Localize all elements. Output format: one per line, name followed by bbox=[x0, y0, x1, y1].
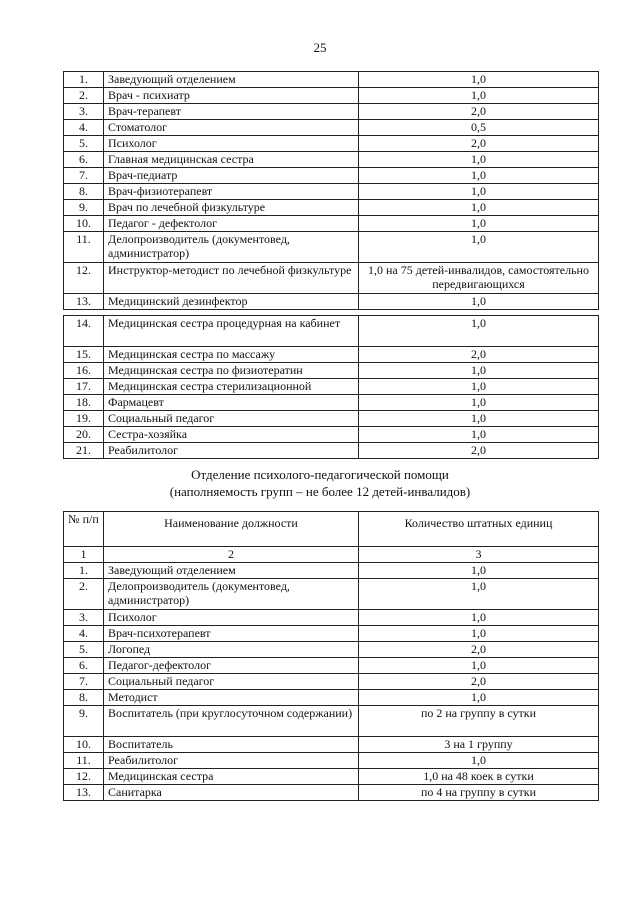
row-number: 4. bbox=[64, 120, 104, 136]
table-row bbox=[64, 104, 599, 120]
table-row bbox=[64, 363, 599, 379]
table-row bbox=[64, 658, 599, 674]
table-header-row bbox=[64, 512, 599, 547]
table-row bbox=[64, 216, 599, 232]
staff-units: 1,0 bbox=[359, 626, 599, 642]
row-number: 8. bbox=[64, 690, 104, 706]
staff-units: 2,0 bbox=[359, 136, 599, 152]
column-header-units: Количество штатных единиц bbox=[359, 512, 599, 547]
table-row bbox=[64, 642, 599, 658]
table-row bbox=[64, 232, 599, 263]
row-number: 11. bbox=[64, 232, 104, 263]
table-row bbox=[64, 294, 599, 310]
row-number: 6. bbox=[64, 152, 104, 168]
staff-units: 1,0 bbox=[359, 411, 599, 427]
row-number: 1. bbox=[64, 72, 104, 88]
position-name: Санитарка bbox=[104, 785, 359, 801]
row-number: 9. bbox=[64, 200, 104, 216]
table-row bbox=[64, 200, 599, 216]
row-number: 10. bbox=[64, 216, 104, 232]
staff-units: 0,5 bbox=[359, 120, 599, 136]
table-row bbox=[64, 563, 599, 579]
row-number: 2. bbox=[64, 579, 104, 610]
row-number: 20. bbox=[64, 427, 104, 443]
row-number: 21. bbox=[64, 443, 104, 459]
table-row bbox=[64, 579, 599, 610]
staff-units: по 2 на группу в сутки bbox=[359, 706, 599, 737]
staff-units: 2,0 bbox=[359, 104, 599, 120]
table-row bbox=[64, 427, 599, 443]
position-name: Медицинская сестра процедурная на кабинет bbox=[104, 316, 359, 347]
staff-units: 2,0 bbox=[359, 674, 599, 690]
staff-units: 1,0 bbox=[359, 184, 599, 200]
table-row bbox=[64, 626, 599, 642]
staff-units: 1,0 bbox=[359, 152, 599, 168]
staff-units: 2,0 bbox=[359, 642, 599, 658]
position-name: Реабилитолог bbox=[104, 753, 359, 769]
table-row bbox=[64, 785, 599, 801]
staff-units: 1,0 на 75 детей-инвалидов, самостоятельно передвигающихся bbox=[359, 263, 599, 294]
table-row bbox=[64, 690, 599, 706]
position-name: Инструктор-методист по лечебной физкультуре bbox=[104, 263, 359, 294]
staff-units: 1,0 bbox=[359, 216, 599, 232]
position-name: Медицинская сестра bbox=[104, 769, 359, 785]
position-name: Главная медицинская сестра bbox=[104, 152, 359, 168]
row-number: 16. bbox=[64, 363, 104, 379]
table-row bbox=[64, 316, 599, 347]
table-row bbox=[64, 184, 599, 200]
table-row bbox=[64, 610, 599, 626]
staff-table-2 bbox=[63, 315, 599, 459]
position-name: Сестра-хозяйка bbox=[104, 427, 359, 443]
row-number: 5. bbox=[64, 642, 104, 658]
staff-units: 1,0 bbox=[359, 579, 599, 610]
table-row bbox=[64, 347, 599, 363]
table-row bbox=[64, 443, 599, 459]
table-row bbox=[64, 136, 599, 152]
staff-units: 1,0 на 48 коек в сутки bbox=[359, 769, 599, 785]
row-number: 14. bbox=[64, 316, 104, 347]
column-header-number: № п/п bbox=[64, 512, 104, 547]
table-row bbox=[64, 168, 599, 184]
page-number: 25 bbox=[313, 40, 327, 55]
row-number: 6. bbox=[64, 658, 104, 674]
row-number: 10. bbox=[64, 737, 104, 753]
staff-units: 1,0 bbox=[359, 294, 599, 310]
row-number: 13. bbox=[64, 785, 104, 801]
table-row bbox=[64, 379, 599, 395]
position-name: Реабилитолог bbox=[104, 443, 359, 459]
staff-units: 1,0 bbox=[359, 232, 599, 263]
position-name: Медицинский дезинфектор bbox=[104, 294, 359, 310]
staff-units: 1,0 bbox=[359, 363, 599, 379]
row-number: 8. bbox=[64, 184, 104, 200]
staff-units: 1,0 bbox=[359, 690, 599, 706]
row-number: 15. bbox=[64, 347, 104, 363]
position-name: Стоматолог bbox=[104, 120, 359, 136]
position-name: Психолог bbox=[104, 610, 359, 626]
section-title: Отделение психолого-педагогической помощи bbox=[191, 467, 449, 482]
table-row bbox=[64, 753, 599, 769]
position-name: Делопроизводитель (документовед, администратор) bbox=[104, 579, 359, 610]
row-number: 13. bbox=[64, 294, 104, 310]
table-row bbox=[64, 88, 599, 104]
table-row bbox=[64, 706, 599, 737]
table-row bbox=[64, 263, 599, 294]
table-row bbox=[64, 72, 599, 88]
column-index: 2 bbox=[104, 547, 359, 563]
staff-units: 1,0 bbox=[359, 563, 599, 579]
staff-units: по 4 на группу в сутки bbox=[359, 785, 599, 801]
staff-units: 1,0 bbox=[359, 168, 599, 184]
staff-units: 1,0 bbox=[359, 753, 599, 769]
position-name: Врач по лечебной физкультуре bbox=[104, 200, 359, 216]
staff-units: 1,0 bbox=[359, 610, 599, 626]
position-name: Врач-физиотерапевт bbox=[104, 184, 359, 200]
table-row bbox=[64, 737, 599, 753]
table-row bbox=[64, 120, 599, 136]
position-name: Медицинская сестра стерилизационной bbox=[104, 379, 359, 395]
staff-units: 1,0 bbox=[359, 379, 599, 395]
section-subtitle: (наполняемость групп – не более 12 детей-инвалидов) bbox=[169, 484, 471, 499]
section-heading bbox=[0, 466, 640, 500]
row-number: 17. bbox=[64, 379, 104, 395]
row-number: 3. bbox=[64, 104, 104, 120]
staff-units: 1,0 bbox=[359, 88, 599, 104]
row-number: 11. bbox=[64, 753, 104, 769]
staff-units: 2,0 bbox=[359, 347, 599, 363]
row-number: 19. bbox=[64, 411, 104, 427]
staff-units: 1,0 bbox=[359, 427, 599, 443]
staff-units: 2,0 bbox=[359, 443, 599, 459]
row-number: 7. bbox=[64, 168, 104, 184]
row-number: 9. bbox=[64, 706, 104, 737]
position-name: Педагог-дефектолог bbox=[104, 658, 359, 674]
table-row bbox=[64, 152, 599, 168]
position-name: Методист bbox=[104, 690, 359, 706]
position-name: Медицинская сестра по физиотератин bbox=[104, 363, 359, 379]
position-name: Заведующий отделением bbox=[104, 563, 359, 579]
row-number: 7. bbox=[64, 674, 104, 690]
position-name: Заведующий отделением bbox=[104, 72, 359, 88]
row-number: 3. bbox=[64, 610, 104, 626]
position-name: Педагог - дефектолог bbox=[104, 216, 359, 232]
staff-units: 3 на 1 группу bbox=[359, 737, 599, 753]
staff-table-3 bbox=[63, 511, 599, 801]
position-name: Врач-педиатр bbox=[104, 168, 359, 184]
column-index-row bbox=[64, 547, 599, 563]
table-row bbox=[64, 769, 599, 785]
row-number: 2. bbox=[64, 88, 104, 104]
position-name: Социальный педагог bbox=[104, 411, 359, 427]
column-header-position: Наименование должности bbox=[104, 512, 359, 547]
staff-units: 1,0 bbox=[359, 200, 599, 216]
table-row bbox=[64, 395, 599, 411]
position-name: Социальный педагог bbox=[104, 674, 359, 690]
position-name: Фармацевт bbox=[104, 395, 359, 411]
column-index: 1 bbox=[64, 547, 104, 563]
staff-units: 1,0 bbox=[359, 395, 599, 411]
position-name: Медицинская сестра по массажу bbox=[104, 347, 359, 363]
position-name: Врач-терапевт bbox=[104, 104, 359, 120]
row-number: 1. bbox=[64, 563, 104, 579]
table-row bbox=[64, 411, 599, 427]
column-index: 3 bbox=[359, 547, 599, 563]
staff-table-1 bbox=[63, 71, 599, 310]
position-name: Логопед bbox=[104, 642, 359, 658]
staff-units: 1,0 bbox=[359, 316, 599, 347]
position-name: Врач-психотерапевт bbox=[104, 626, 359, 642]
row-number: 12. bbox=[64, 263, 104, 294]
staff-units: 1,0 bbox=[359, 658, 599, 674]
table-row bbox=[64, 674, 599, 690]
position-name: Делопроизводитель (документовед, администратор) bbox=[104, 232, 359, 263]
position-name: Воспитатель (при круглосуточном содержании) bbox=[104, 706, 359, 737]
row-number: 18. bbox=[64, 395, 104, 411]
position-name: Врач - психиатр bbox=[104, 88, 359, 104]
position-name: Психолог bbox=[104, 136, 359, 152]
position-name: Воспитатель bbox=[104, 737, 359, 753]
row-number: 4. bbox=[64, 626, 104, 642]
row-number: 5. bbox=[64, 136, 104, 152]
row-number: 12. bbox=[64, 769, 104, 785]
staff-units: 1,0 bbox=[359, 72, 599, 88]
